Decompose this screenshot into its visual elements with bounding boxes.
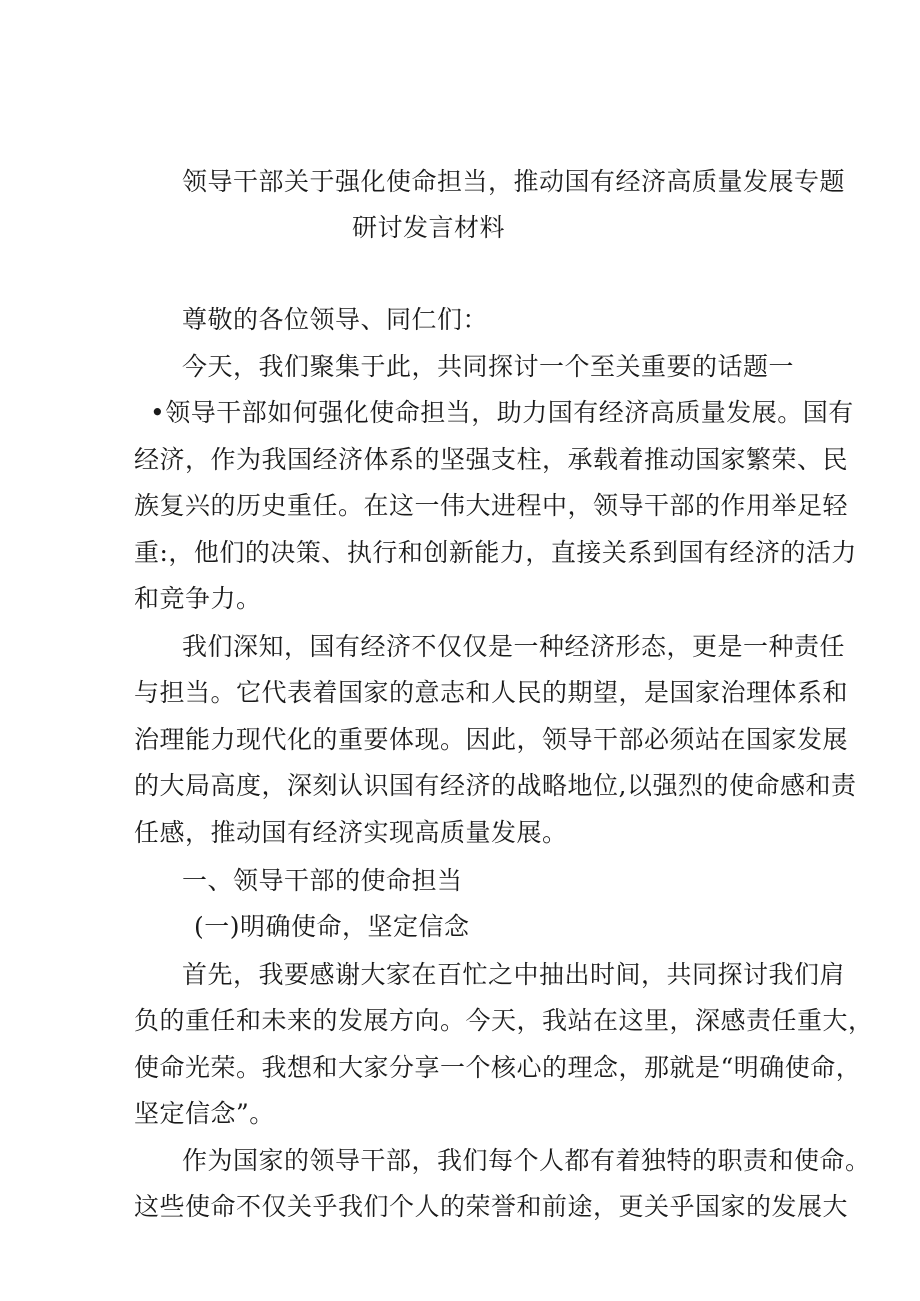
section-heading: 一、领导干部的使命担当	[182, 866, 463, 895]
paragraph-line: 使命光荣。我想和大家分享一个核心的理念，那就是“明确使命，	[134, 1053, 862, 1082]
paragraph-line: 治理能力现代化的重要体现。因此，领导干部必须站在国家发展	[134, 725, 849, 754]
paragraph-line: 负的重任和未来的发展方向。今天，我站在这里，深感责任重大，	[134, 1006, 874, 1035]
paragraph-line: 坚定信念”。	[134, 1099, 275, 1128]
paragraph-line: 我们深知，国有经济不仅仅是一种经济形态，更是一种责任	[182, 632, 846, 661]
paragraph-line: 和竞争力。	[134, 584, 262, 613]
paragraph-line: 重:，他们的决策、执行和创新能力，直接关系到国有经济的活力	[134, 538, 857, 567]
document-title-line-1: 领导干部关于强化使命担当，推动国有经济高质量发展专题	[182, 167, 846, 196]
paragraph-line: 首先，我要感谢大家在百忙之中抽出时间，共同探讨我们肩	[182, 960, 846, 989]
document-title-line-2: 研讨发言材料	[352, 213, 506, 242]
paragraph-line: 任感，推动国有经济实现高质量发展。	[134, 818, 568, 847]
paragraph-line: •领导干部如何强化使命担当，助力国有经济高质量发展。国有	[150, 398, 854, 427]
paragraph-line: 与担当。它代表着国家的意志和人民的期望，是国家治理体系和	[134, 678, 849, 707]
salutation: 尊敬的各位领导、同仁们：	[182, 305, 489, 334]
paragraph-line: 这些使命不仅关乎我们个人的荣誉和前途，更关乎国家的发展大	[134, 1192, 849, 1221]
paragraph-line: 的大局高度，深刻认识国有经济的战略地位,以强烈的使命感和责	[134, 771, 857, 800]
paragraph-line: 族复兴的历史重任。在这一伟大进程中，领导干部的作用举足轻	[134, 491, 849, 520]
subsection-heading: (一)明确使命，坚定信念	[194, 912, 470, 941]
paragraph-line: 作为国家的领导干部，我们每个人都有着独特的职责和使命。	[182, 1146, 871, 1175]
paragraph-line: 经济，作为我国经济体系的坚强支柱，承载着推动国家繁荣、民	[134, 445, 849, 474]
paragraph-line: 今天，我们聚集于此，共同探讨一个至关重要的话题一	[182, 352, 795, 381]
